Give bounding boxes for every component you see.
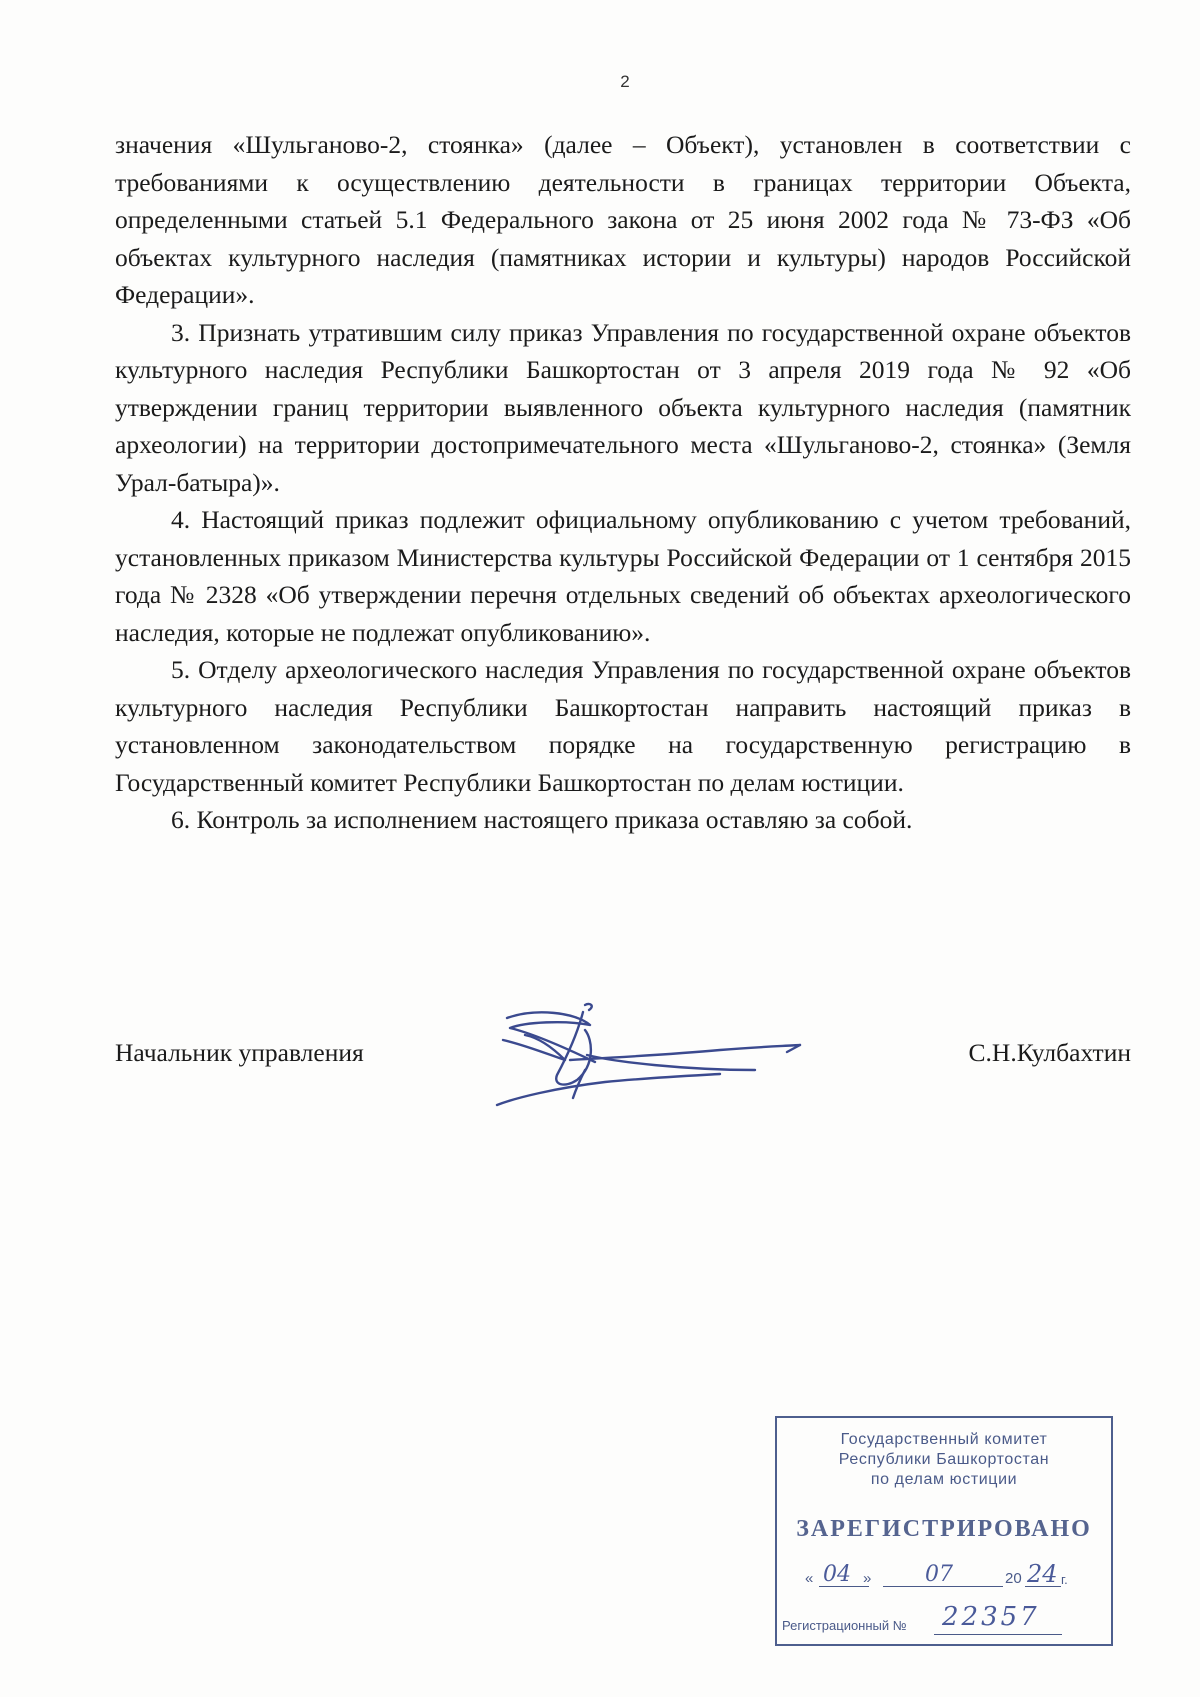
paragraph-item-3: 3. Признать утратившим силу приказ Управления по государственной охране объектов культурного наследия Республики Башкортостан от 3 апреля 2019 года № 92 «Об утверждении границ территории выявленного объекта культурного наследия (памятник археологии) на территории достопримечательного места «Шульганово-2, стоянка» (Земля Урал-батыра)». (115, 317, 1131, 497)
paragraph-item-4: 4. Настоящий приказ подлежит официальному опубликованию с учетом требований, установленных приказом Министерства культуры Российской Федерации от 1 сентября 2015 года № 2328 «Об утверждении перечня отдельных сведений об объектах археологического наследия, которые не подлежат опубликованию». (115, 505, 1131, 647)
paragraph-continuation: значения «Шульганово-2, стоянка» (далее – Объект), установлен в соответствии с требованиями к осуществлению деятельности в границах территории Объекта, определенными статьей 5.1 Федерального закона от 25 июня 2002 года № 73-ФЗ «Об объектах культурного наследия (памятниках истории и культуры) народов Российской Федерации». (115, 130, 1131, 309)
paragraph-item-5: 5. Отделу археологического наследия Управления по государственной охране объектов культурного наследия Республики Башкортостан направить настоящий приказ в установленном законодательством порядке на государственную регистрацию в Государственный комитет Республики Башкортостан по делам юстиции. (115, 655, 1131, 797)
document-body (115, 126, 1131, 839)
registration-stamp (775, 1416, 1113, 1646)
stamp-month: 07 (925, 1562, 953, 1587)
stamp-year-suffix: 24 (1027, 1560, 1058, 1588)
stamp-reg-label: Регистрационный № (782, 1618, 907, 1633)
signatory-title: Начальник управления (115, 1038, 364, 1067)
stamp-date: « 04 » 07 20 24 г. (805, 1560, 1068, 1588)
stamp-status: ЗАРЕГИСТРИРОВАНО (796, 1516, 1092, 1542)
stamp-year-prefix: 20 (1005, 1570, 1022, 1587)
stamp-registration-number (782, 1602, 1107, 1636)
handwritten-signature (495, 1000, 875, 1110)
page-number: 2 (620, 72, 630, 91)
stamp-reg-number: 22357 (942, 1602, 1040, 1632)
stamp-authority-line-2: Республики Башкортостан (838, 1451, 1050, 1468)
stamp-year-end: г. (1061, 1572, 1068, 1587)
paragraph-item-6: 6. Контроль за исполнением настоящего приказа оставляю за собой. (171, 805, 913, 834)
stamp-authority-line-3: по делам юстиции (870, 1471, 1018, 1488)
stamp-authority-line-1: Государственный комитет (840, 1431, 1048, 1448)
signatory-name: С.Н.Кулбахтин (968, 1038, 1131, 1067)
stamp-day: 04 (823, 1562, 851, 1587)
